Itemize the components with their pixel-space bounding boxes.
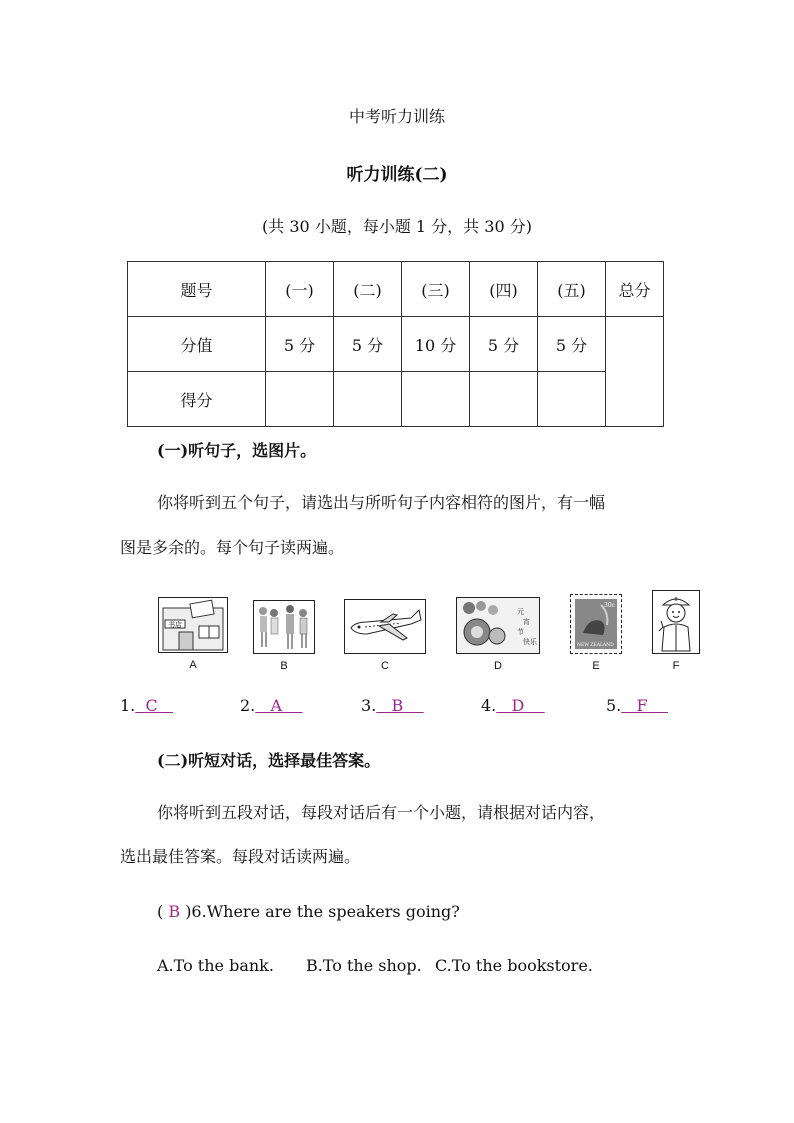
picture-d: [456, 597, 540, 672]
airplane-icon: [344, 599, 426, 654]
bookstore-icon: [158, 597, 228, 653]
picture-e: [570, 594, 622, 672]
svg-text:快乐: 快乐: [523, 638, 537, 646]
table-cell: 5 分: [538, 317, 606, 372]
table-cell: 5 分: [334, 317, 402, 372]
score-note: (共 30 小题，每小题 1 分，共 30 分): [262, 217, 532, 236]
stamp-icon: [570, 594, 622, 654]
section2-title: (二)听短对话，选择最佳答案。: [157, 751, 381, 770]
table-cell: 5 分: [470, 317, 538, 372]
people-icon: [253, 600, 315, 654]
table-row: [128, 317, 664, 372]
picture-label: A: [189, 659, 197, 671]
answer-3: [361, 696, 424, 715]
section2-instruction-2: 选出最佳答案。每段对话读两遍。: [120, 847, 361, 866]
answer-number: 1.: [120, 696, 136, 715]
answer-5: [606, 696, 668, 715]
table-cell: 得分: [128, 372, 266, 427]
table-cell: (三): [402, 262, 470, 317]
table-row: [128, 372, 664, 427]
answer-value[interactable]: C: [145, 696, 158, 715]
section1-instruction-1: 你将听到五个句子，请选出与所听句子内容相符的图片，有一幅: [157, 493, 606, 512]
picture-a: [158, 597, 228, 671]
stamp-country: NEW ZEALAND: [577, 643, 614, 648]
score-input-cell[interactable]: [334, 372, 402, 427]
question-6-answer[interactable]: B: [168, 902, 181, 921]
answer-value[interactable]: B: [391, 696, 404, 715]
answer-value[interactable]: D: [511, 696, 525, 715]
option-a[interactable]: A.To the bank.: [157, 956, 274, 975]
score-input-cell[interactable]: [402, 372, 470, 427]
section1-title: (一)听句子，选图片。: [157, 441, 317, 460]
doctor-icon: [652, 590, 700, 654]
table-cell: 总分: [606, 262, 664, 317]
table-cell: (四): [470, 262, 538, 317]
picture-f: [652, 590, 700, 672]
sub-title: 听力训练(二): [346, 165, 448, 185]
svg-text:宵: 宵: [523, 618, 530, 626]
picture-row: [0, 588, 794, 678]
option-b[interactable]: B.To the shop.: [306, 956, 422, 975]
answer-number: 4.: [481, 696, 497, 715]
lantern-festival-icon: [456, 597, 540, 654]
answer-4: [481, 696, 545, 715]
table-cell: 10 分: [402, 317, 470, 372]
picture-label: D: [494, 660, 502, 672]
shop-sign: 书店: [168, 621, 182, 629]
answer-value[interactable]: F: [636, 696, 648, 715]
answer-number: 2.: [240, 696, 256, 715]
answer-1: [120, 696, 173, 715]
section1-instruction-2: 图是多余的。每个句子读两遍。: [120, 538, 345, 557]
question-6: ( B )6.Where are the speakers going?: [157, 902, 460, 921]
section2-instruction-1: 你将听到五段对话，每段对话后有一个小题，请根据对话内容，: [157, 803, 606, 822]
stamp-value: 30c: [604, 602, 615, 609]
table-cell: (二): [334, 262, 402, 317]
option-c[interactable]: C.To the bookstore.: [435, 956, 593, 975]
score-input-cell[interactable]: [470, 372, 538, 427]
picture-b: [253, 600, 315, 672]
score-input-cell[interactable]: [266, 372, 334, 427]
answer-value[interactable]: A: [270, 696, 283, 715]
picture-label: E: [592, 660, 600, 672]
table-row: [128, 262, 664, 317]
score-input-cell[interactable]: [538, 372, 606, 427]
table-cell: (五): [538, 262, 606, 317]
picture-c: [344, 599, 426, 672]
total-score-cell[interactable]: [606, 317, 664, 427]
table-cell: 5 分: [266, 317, 334, 372]
main-title: 中考听力训练: [348, 107, 445, 126]
answer-2: [240, 696, 302, 715]
answer-number: 3.: [361, 696, 377, 715]
svg-text:元: 元: [517, 608, 524, 616]
table-cell: 分值: [128, 317, 266, 372]
table-cell: 题号: [128, 262, 266, 317]
score-table: [127, 261, 664, 427]
picture-label: B: [280, 660, 288, 672]
table-cell: (一): [266, 262, 334, 317]
question-6-text: )6.Where are the speakers going?: [185, 902, 460, 921]
svg-text:节: 节: [517, 628, 524, 636]
answer-number: 5.: [606, 696, 622, 715]
picture-label: C: [381, 660, 389, 672]
picture-label: F: [672, 660, 680, 672]
